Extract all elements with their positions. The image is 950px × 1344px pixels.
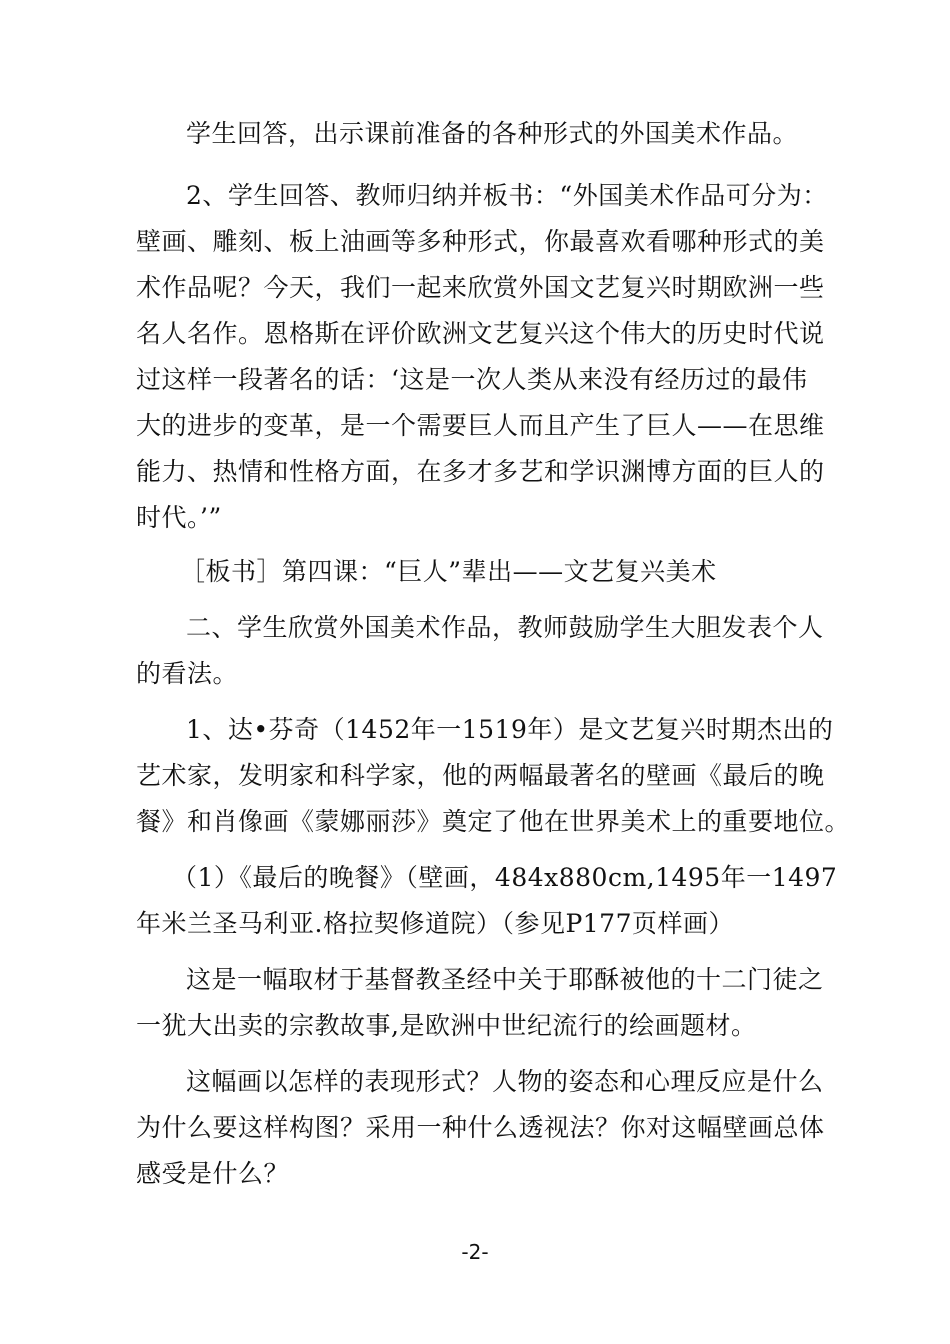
paragraph-line: 为什么要这样构图？采用一种什么透视法？你对这幅壁画总体 xyxy=(136,1113,825,1142)
paragraph-line: 术作品呢？今天，我们一起来欣赏外国文艺复兴时期欧洲一些 xyxy=(136,273,825,302)
paragraph-line: 能力、热情和性格方面，在多才多艺和学识渊博方面的巨人的 xyxy=(136,457,825,486)
paragraph-line: 一犹大出卖的宗教故事,是欧洲中世纪流行的绘画题材。 xyxy=(136,1011,757,1040)
paragraph-line: 2、学生回答、教师归纳并板书：“外国美术作品可分为： xyxy=(186,181,828,210)
paragraph-line: 的看法。 xyxy=(136,659,239,688)
board-heading: ［板书］第四课：“巨人”辈出——文艺复兴美术 xyxy=(180,557,717,586)
paragraph-line: 艺术家，发明家和科学家，他的两幅最著名的壁画《最后的晚 xyxy=(136,761,825,790)
paragraph-line: 餐》和肖像画《蒙娜丽莎》奠定了他在世界美术上的重要地位。 xyxy=(136,807,851,836)
paragraph-line: （1）《最后的晚餐》（壁画，484x880cm,1495年一1497 xyxy=(172,863,838,892)
paragraph-line: 壁画、雕刻、板上油画等多种形式，你最喜欢看哪种形式的美 xyxy=(136,227,825,256)
paragraph-line: 这是一幅取材于基督教圣经中关于耶酥被他的十二门徒之 xyxy=(186,965,824,994)
paragraph-line: 1、达•芬奇（1452年一1519年）是文艺复兴时期杰出的 xyxy=(186,715,834,744)
paragraph-line: 学生回答，出示课前准备的各种形式的外国美术作品。 xyxy=(186,119,799,148)
paragraph-line: 年米兰圣马利亚.格拉契修道院）（参见P177页样画） xyxy=(136,909,734,938)
paragraph-line: 这幅画以怎样的表现形式？人物的姿态和心理反应是什么 xyxy=(186,1067,824,1096)
paragraph-line: 感受是什么？ xyxy=(136,1159,290,1188)
paragraph-line: 大的进步的变革，是一个需要巨人而且产生了巨人——在思维 xyxy=(136,411,825,440)
paragraph-line: 名人名作。恩格斯在评价欧洲文艺复兴这个伟大的历史时代说 xyxy=(136,319,825,348)
paragraph-line: 二、学生欣赏外国美术作品，教师鼓励学生大胆发表个人 xyxy=(186,613,824,642)
page-number: -2- xyxy=(461,1240,489,1264)
paragraph-line: 过这样一段著名的话：‘这是一次人类从来没有经历过的最伟 xyxy=(136,365,808,394)
paragraph-line: 时代。’” xyxy=(136,503,222,532)
